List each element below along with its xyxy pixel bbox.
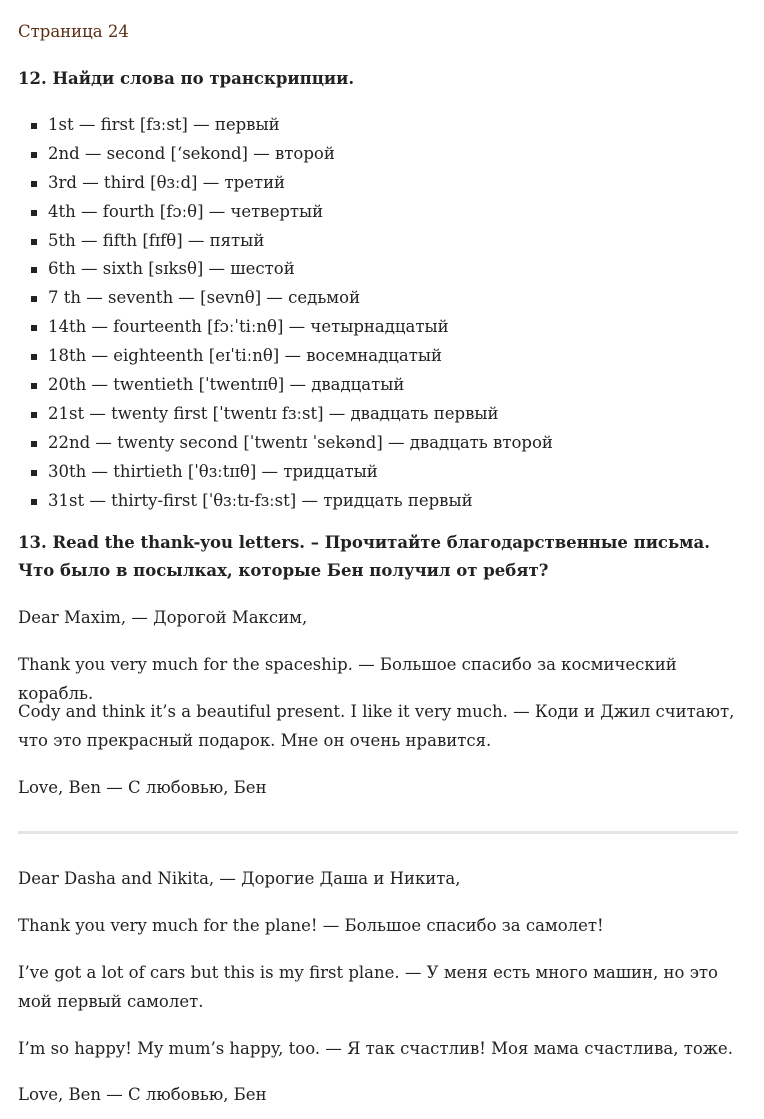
list-item: 14th — fourteenth [fɔːˈtiːnθ] — четырнадцатый xyxy=(18,313,553,342)
list-item: 3rd — third [θɜːd] — третий xyxy=(18,169,553,198)
transcription-list xyxy=(18,111,553,515)
task-13-heading: 13. Read the thank-you letters. – Прочитайте благодарственные письма. Что было в посылках, которые Бен получил от ребят? xyxy=(18,533,710,580)
letter-2-line-1: Thank you very much for the plane! — Большое спасибо за самолет! xyxy=(18,916,604,935)
task-12-heading: 12. Найди слова по транскрипции. xyxy=(18,69,355,88)
letter-2-line-3: I’m so happy! My mum’s happy, too. — Я так счастлив! Моя мама счастлива, тоже. xyxy=(18,1039,733,1058)
list-item: 18th — eighteenth [eɪˈtiːnθ] — восемнадцатый xyxy=(18,342,553,371)
list-item: 2nd — second [‘sekond] — второй xyxy=(18,140,553,169)
list-item: 22nd — twenty second [ˈtwentɪ ˈsekənd] — двадцать второй xyxy=(18,429,553,458)
page-number-label: Страница 24 xyxy=(18,22,129,41)
letters-divider xyxy=(18,831,738,834)
letter-2-closing: Love, Ben — С любовью, Бен xyxy=(18,1085,267,1104)
list-item: 6th — sixth [sɪksθ] — шестой xyxy=(18,255,553,284)
letter-1-greeting: Dear Maxim, — Дорогой Максим, xyxy=(18,608,308,627)
list-item: 20th — twentieth [ˈtwentɪɪθ] — двадцатый xyxy=(18,371,553,400)
letter-2-line-2: I’ve got a lot of cars but this is my first plane. — У меня есть много машин, но это мой первый самолет. xyxy=(18,963,718,1011)
list-item: 5th — fifth [fɪfθ] — пятый xyxy=(18,227,553,256)
list-item: 30th — thirtieth [ˈθɜːtɪɪθ] — тридцатый xyxy=(18,458,553,487)
letter-2-greeting: Dear Dasha and Nikita, — Дорогие Даша и Никита, xyxy=(18,869,461,888)
list-item: 31st — thirty-first [ˈθɜːtɪ-fɜːst] — тридцать первый xyxy=(18,487,553,516)
list-item: 1st — first [fɜːst] — первый xyxy=(18,111,553,140)
list-item: 21st — twenty first [ˈtwentɪ fɜːst] — двадцать первый xyxy=(18,400,553,429)
list-item: 4th — fourth [fɔːθ] — четвертый xyxy=(18,198,553,227)
list-item: 7 th — seventh — [sevnθ] — седьмой xyxy=(18,284,553,313)
letter-1-line-2: Cody and think it’s a beautiful present. I like it very much. — Коди и Джил считают, что это прекрасный подарок. Мне он очень нравится. xyxy=(18,702,735,750)
letter-1-line-1: Thank you very much for the spaceship. — Большое спасибо за космический корабль. xyxy=(18,655,677,703)
letter-1-closing: Love, Ben — С любовью, Бен xyxy=(18,778,267,797)
